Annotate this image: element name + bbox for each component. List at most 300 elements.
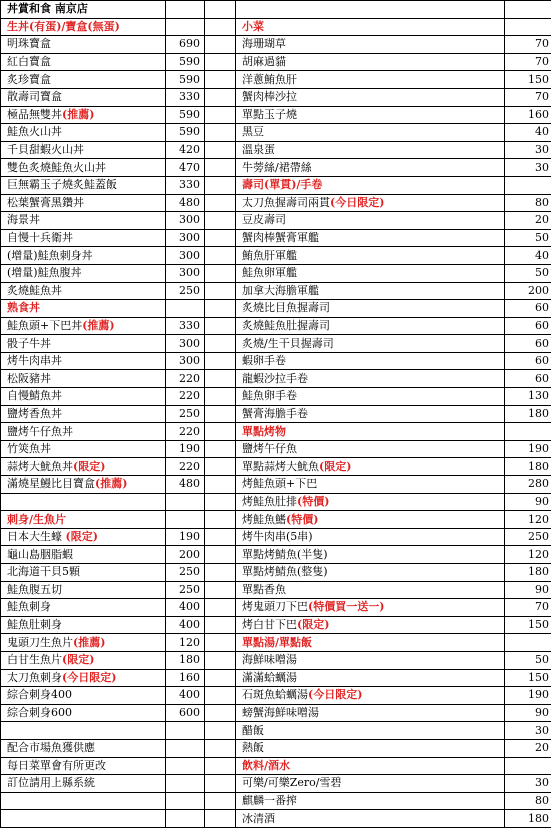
menu-item-name	[236, 493, 505, 511]
item-name-text: 炙燒比目魚握壽司	[242, 301, 330, 315]
table-row	[1, 352, 551, 370]
spacer-cell	[205, 88, 236, 106]
table-row	[1, 176, 551, 194]
menu-item-price: 60	[505, 370, 551, 388]
empty-cell	[1, 493, 166, 511]
table-row	[1, 458, 551, 476]
spacer-cell	[205, 634, 236, 652]
menu-item-price: 400	[166, 616, 205, 634]
item-name-text: 熱飯	[242, 741, 264, 755]
table-row	[1, 704, 551, 722]
item-name-text: 訂位請用上縣系統	[7, 776, 95, 790]
spacer-cell	[205, 722, 236, 740]
menu-item-name	[1, 704, 166, 722]
menu-item-name	[236, 317, 505, 335]
spacer-cell	[205, 651, 236, 669]
menu-item-price: 690	[166, 36, 205, 54]
menu-item-name	[1, 581, 166, 599]
spacer-cell	[205, 247, 236, 265]
item-name-text: 鮭魚卵手卷	[242, 389, 297, 403]
table-row	[1, 282, 551, 300]
menu-item-name	[236, 335, 505, 353]
menu-item-name	[1, 352, 166, 370]
item-name-text: 龍蝦沙拉手卷	[242, 371, 308, 385]
item-name-text: 鮭魚肚刺身	[7, 618, 62, 632]
menu-item-price: 280	[505, 476, 551, 494]
menu-item-price: 60	[505, 335, 551, 353]
table-row	[1, 440, 551, 458]
menu-item-name	[1, 775, 166, 793]
menu-item-price: 130	[505, 388, 551, 406]
menu-item-name	[1, 247, 166, 265]
item-name-text: 炙珍寶盒	[7, 72, 51, 86]
menu-item-price: 420	[166, 141, 205, 159]
menu-item-price: 20	[505, 212, 551, 230]
section-header: 刺身/生魚片	[1, 511, 166, 529]
menu-item-price: 70	[505, 36, 551, 54]
menu-item-name	[236, 458, 505, 476]
table-row	[1, 1, 551, 19]
item-name-text: 滿燒星鰻比目寶盒	[7, 477, 95, 491]
item-name-text: 單點烤鯖魚(整隻)	[242, 565, 328, 579]
table-row	[1, 476, 551, 494]
restaurant-title: 丼賞和食 南京店	[1, 1, 166, 19]
empty-cell	[166, 511, 205, 529]
menu-item-name	[1, 599, 166, 617]
spacer-cell	[205, 388, 236, 406]
menu-item-price: 200	[166, 546, 205, 564]
item-name-text: 海珊瑚草	[242, 37, 286, 51]
item-tag: (限定)	[73, 459, 106, 473]
item-name-text: 自慢鯖魚丼	[7, 389, 62, 403]
item-name-text: 烤鮭魚鰭	[242, 512, 286, 526]
menu-item-name	[1, 335, 166, 353]
menu-item-name	[236, 159, 505, 177]
menu-item-price: 250	[166, 282, 205, 300]
item-name-text: 松阪豬丼	[7, 371, 51, 385]
item-name-text: 烤白甘下巴	[242, 618, 297, 632]
item-name-text: 散壽司寶盒	[7, 90, 62, 104]
section-header: 單點烤物	[236, 423, 505, 441]
item-name-text: 配合市場魚獲供應	[7, 741, 95, 755]
menu-item-price: 20	[505, 739, 551, 757]
table-row	[1, 581, 551, 599]
menu-item-name	[1, 651, 166, 669]
spacer-cell	[205, 194, 236, 212]
empty-cell	[505, 1, 551, 19]
menu-item-price: 590	[166, 106, 205, 124]
menu-item-name	[236, 247, 505, 265]
empty-cell	[166, 722, 205, 740]
item-name-text: 炙燒鮭魚丼	[7, 283, 62, 297]
item-tag: (特價買一送一)	[308, 600, 385, 614]
table-row	[1, 757, 551, 775]
menu-item-name	[236, 71, 505, 89]
item-name-text: 松葉蟹膏黑鑽丼	[7, 195, 84, 209]
empty-cell	[505, 757, 551, 775]
menu-item-price: 220	[166, 370, 205, 388]
menu-item-price: 190	[166, 440, 205, 458]
menu-item-price: 70	[505, 88, 551, 106]
menu-item-price: 160	[505, 106, 551, 124]
menu-item-name	[1, 264, 166, 282]
table-row	[1, 405, 551, 423]
menu-item-price: 70	[505, 53, 551, 71]
menu-item-price: 330	[166, 176, 205, 194]
spacer-cell	[205, 704, 236, 722]
menu-item-name	[1, 739, 166, 757]
menu-item-price: 300	[166, 212, 205, 230]
menu-item-price: 400	[166, 687, 205, 705]
menu-item-price: 50	[505, 264, 551, 282]
menu-item-price: 80	[505, 792, 551, 810]
item-name-text: 蟹肉棒蟹膏軍艦	[242, 231, 319, 245]
menu-item-name	[236, 528, 505, 546]
item-name-text: (增量)鮭魚腹丼	[7, 266, 82, 280]
spacer-cell	[205, 124, 236, 142]
menu-item-price: 180	[166, 651, 205, 669]
item-name-text: 烤鮭魚肚排	[242, 494, 297, 508]
item-name-text: 醋飯	[242, 723, 264, 737]
item-name-text: 蟹膏海膽手卷	[242, 406, 308, 420]
menu-item-name	[1, 669, 166, 687]
menu-item-price: 30	[505, 775, 551, 793]
table-row	[1, 300, 551, 318]
table-row	[1, 546, 551, 564]
spacer-cell	[205, 616, 236, 634]
menu-item-name	[236, 264, 505, 282]
menu-item-name	[236, 546, 505, 564]
menu-item-name	[236, 722, 505, 740]
menu-item-name	[1, 528, 166, 546]
menu-item-name	[1, 53, 166, 71]
spacer-cell	[205, 36, 236, 54]
menu-item-name	[236, 704, 505, 722]
item-name-text: 蝦卵手卷	[242, 354, 286, 368]
table-row	[1, 335, 551, 353]
table-row	[1, 71, 551, 89]
item-name-text: 海景丼	[7, 213, 40, 227]
menu-item-price: 80	[505, 194, 551, 212]
item-name-text: 海鮮味噌湯	[242, 653, 297, 667]
empty-cell	[505, 18, 551, 36]
menu-item-price: 60	[505, 300, 551, 318]
menu-item-price: 30	[505, 141, 551, 159]
table-row	[1, 247, 551, 265]
spacer-cell	[205, 669, 236, 687]
spacer-cell	[205, 739, 236, 757]
section-header: 壽司(單貫)/手卷	[236, 176, 505, 194]
section-header: 熟食丼	[1, 300, 166, 318]
item-name-text: (增量)鮭魚刺身丼	[7, 248, 93, 262]
table-row	[1, 159, 551, 177]
spacer-cell	[205, 564, 236, 582]
menu-item-price: 50	[505, 229, 551, 247]
menu-item-price: 250	[505, 528, 551, 546]
menu-item-price: 200	[505, 282, 551, 300]
menu-item-price: 590	[166, 53, 205, 71]
menu-item-name	[1, 388, 166, 406]
spacer-cell	[205, 440, 236, 458]
empty-cell	[166, 810, 205, 828]
empty-cell	[166, 300, 205, 318]
spacer-cell	[205, 792, 236, 810]
menu-item-name	[1, 458, 166, 476]
menu-item-price: 180	[505, 405, 551, 423]
menu-item-name	[236, 511, 505, 529]
item-name-text: 單點香魚	[242, 582, 286, 596]
table-row	[1, 599, 551, 617]
menu-item-name	[1, 634, 166, 652]
spacer-cell	[205, 212, 236, 230]
empty-cell	[166, 1, 205, 19]
menu-item-name	[236, 581, 505, 599]
spacer-cell	[205, 687, 236, 705]
menu-item-price: 150	[505, 71, 551, 89]
item-name-text: 炙燒/生干貝握壽司	[242, 336, 334, 350]
menu-item-price: 90	[505, 493, 551, 511]
item-name-text: 太刀魚刺身	[7, 670, 62, 684]
item-tag: (限定)	[62, 653, 95, 667]
table-row	[1, 493, 551, 511]
empty-cell	[166, 757, 205, 775]
item-tag: (限定)	[65, 530, 98, 544]
menu-item-price: 250	[166, 564, 205, 582]
item-name-text: 溫泉蛋	[242, 143, 275, 157]
item-tag: (今日限定)	[62, 670, 117, 684]
menu-item-name	[236, 440, 505, 458]
item-name-text: 石斑魚蛤蠣湯	[242, 688, 308, 702]
item-name-text: 炙燒鮭魚肚握壽司	[242, 318, 330, 332]
spacer-cell	[205, 511, 236, 529]
menu-item-name	[236, 739, 505, 757]
table-row	[1, 194, 551, 212]
table-row	[1, 317, 551, 335]
table-row	[1, 687, 551, 705]
item-tag: (今日限定)	[308, 688, 363, 702]
table-row	[1, 792, 551, 810]
item-name-text: 龜山島胭脂蝦	[7, 547, 73, 561]
empty-cell	[236, 1, 505, 19]
item-name-text: 綜合刺身400	[7, 688, 72, 702]
menu-item-price: 150	[505, 669, 551, 687]
spacer-cell	[205, 300, 236, 318]
section-header: 單點湯/單點飯	[236, 634, 505, 652]
menu-item-name	[236, 352, 505, 370]
item-name-text: 鮭魚卵軍艦	[242, 266, 297, 280]
spacer-cell	[205, 405, 236, 423]
item-tag: (推薦)	[62, 107, 95, 121]
table-row	[1, 36, 551, 54]
menu-item-name	[236, 141, 505, 159]
menu-item-price: 250	[166, 581, 205, 599]
menu-item-name	[236, 651, 505, 669]
table-row	[1, 564, 551, 582]
menu-item-price: 300	[166, 352, 205, 370]
spacer-cell	[205, 775, 236, 793]
item-name-text: 骰子牛丼	[7, 336, 51, 350]
empty-cell	[166, 18, 205, 36]
item-name-text: 太刀魚握壽司兩貫	[242, 195, 330, 209]
menu-item-name	[1, 440, 166, 458]
spacer-cell	[205, 106, 236, 124]
menu-item-name	[236, 388, 505, 406]
item-name-text: 可樂/可樂Zero/雪碧	[242, 776, 342, 790]
menu-item-name	[1, 317, 166, 335]
item-name-text: 極品無雙丼	[7, 107, 62, 121]
item-name-text: 牛蒡絲/裙帶絲	[242, 160, 312, 174]
menu-item-price: 330	[166, 88, 205, 106]
item-name-text: 胡麻過貓	[242, 55, 286, 69]
menu-item-name	[1, 616, 166, 634]
menu-item-name	[1, 405, 166, 423]
item-name-text: 黑豆	[242, 125, 264, 139]
spacer-cell	[205, 282, 236, 300]
spacer-cell	[205, 458, 236, 476]
spacer-cell	[205, 159, 236, 177]
item-name-text: 綜合刺身600	[7, 706, 72, 720]
menu-item-price: 50	[505, 651, 551, 669]
spacer-cell	[205, 317, 236, 335]
table-row	[1, 722, 551, 740]
table-row	[1, 141, 551, 159]
menu-item-price: 90	[505, 581, 551, 599]
menu-item-price: 590	[166, 71, 205, 89]
menu-item-name	[236, 106, 505, 124]
spacer-cell	[205, 264, 236, 282]
menu-item-name	[1, 229, 166, 247]
menu-item-name	[236, 36, 505, 54]
spacer-cell	[205, 370, 236, 388]
table-row	[1, 388, 551, 406]
empty-cell	[166, 739, 205, 757]
spacer-cell	[205, 71, 236, 89]
menu-item-price: 120	[166, 634, 205, 652]
menu-item-price: 120	[505, 511, 551, 529]
menu-item-name	[236, 229, 505, 247]
spacer-cell	[205, 581, 236, 599]
item-name-text: 明珠寶盒	[7, 37, 51, 51]
spacer-cell	[205, 1, 236, 19]
item-name-text: 雙色炙燒鮭魚火山丼	[7, 160, 106, 174]
menu-item-name	[1, 194, 166, 212]
item-name-text: 烤牛肉串(5串)	[242, 530, 313, 544]
spacer-cell	[205, 18, 236, 36]
spacer-cell	[205, 757, 236, 775]
menu-item-name	[1, 159, 166, 177]
spacer-cell	[205, 53, 236, 71]
spacer-cell	[205, 546, 236, 564]
menu-item-price: 60	[505, 317, 551, 335]
item-tag: (限定)	[319, 459, 352, 473]
item-name-text: 白甘生魚片	[7, 653, 62, 667]
table-row	[1, 106, 551, 124]
menu-item-name	[1, 88, 166, 106]
menu-item-name	[1, 282, 166, 300]
menu-item-name	[1, 124, 166, 142]
menu-item-price: 250	[166, 405, 205, 423]
item-name-text: 蟹肉棒沙拉	[242, 90, 297, 104]
menu-item-price: 190	[505, 687, 551, 705]
menu-item-price: 590	[166, 124, 205, 142]
spacer-cell	[205, 423, 236, 441]
item-name-text: 滿滿蛤蠣湯	[242, 670, 297, 684]
item-name-text: 冰清酒	[242, 811, 275, 825]
item-name-text: 單點蒜烤大魷魚	[242, 459, 319, 473]
menu-item-name	[236, 476, 505, 494]
table-row	[1, 616, 551, 634]
item-tag: (今日限定)	[330, 195, 385, 209]
menu-item-name	[236, 53, 505, 71]
menu-item-name	[236, 564, 505, 582]
item-name-text: 鮭魚刺身	[7, 600, 51, 614]
menu-item-name	[1, 106, 166, 124]
item-tag: (推薦)	[82, 318, 115, 332]
menu-item-name	[236, 212, 505, 230]
table-row	[1, 18, 551, 36]
menu-item-price: 150	[505, 616, 551, 634]
menu-item-price: 40	[505, 124, 551, 142]
section-header: 飲料/酒水	[236, 757, 505, 775]
empty-cell	[505, 634, 551, 652]
spacer-cell	[205, 176, 236, 194]
item-name-text: 紅白寶盒	[7, 55, 51, 69]
table-row	[1, 124, 551, 142]
table-row	[1, 229, 551, 247]
item-name-text: 鮭魚火山丼	[7, 125, 62, 139]
item-name-text: 千貝甜蝦火山丼	[7, 143, 84, 157]
item-name-text: 烤牛肉串丼	[7, 354, 62, 368]
item-name-text: 鹽烤午仔魚	[242, 442, 297, 456]
table-row	[1, 212, 551, 230]
empty-cell	[166, 493, 205, 511]
menu-item-price: 90	[505, 704, 551, 722]
menu-item-name	[1, 36, 166, 54]
menu-item-name	[1, 687, 166, 705]
item-name-text: 洋蔥鮪魚肝	[242, 72, 297, 86]
menu-item-name	[1, 370, 166, 388]
empty-cell	[1, 810, 166, 828]
menu-item-price: 600	[166, 704, 205, 722]
empty-cell	[505, 176, 551, 194]
menu-item-price: 30	[505, 159, 551, 177]
menu-item-price: 180	[505, 458, 551, 476]
item-name-text: 鮪魚肝軍艦	[242, 248, 297, 262]
table-row	[1, 423, 551, 441]
spacer-cell	[205, 493, 236, 511]
table-row	[1, 634, 551, 652]
empty-cell	[1, 792, 166, 810]
menu-item-price: 300	[166, 264, 205, 282]
item-name-text: 竹筴魚丼	[7, 442, 51, 456]
spacer-cell	[205, 476, 236, 494]
menu-item-price: 160	[166, 669, 205, 687]
menu-item-name	[236, 616, 505, 634]
table-row	[1, 528, 551, 546]
menu-item-price: 470	[166, 159, 205, 177]
empty-cell	[166, 792, 205, 810]
item-name-text: 烤鮭魚頭+下巴	[242, 477, 318, 491]
menu-item-name	[236, 669, 505, 687]
menu-item-name	[1, 476, 166, 494]
menu-item-price: 120	[505, 546, 551, 564]
section-header: 生丼(有蛋)/寶盒(無蛋)	[1, 18, 166, 36]
spacer-cell	[205, 528, 236, 546]
menu-item-name	[236, 792, 505, 810]
section-header: 小菜	[236, 18, 505, 36]
table-row	[1, 88, 551, 106]
menu-item-name	[236, 370, 505, 388]
